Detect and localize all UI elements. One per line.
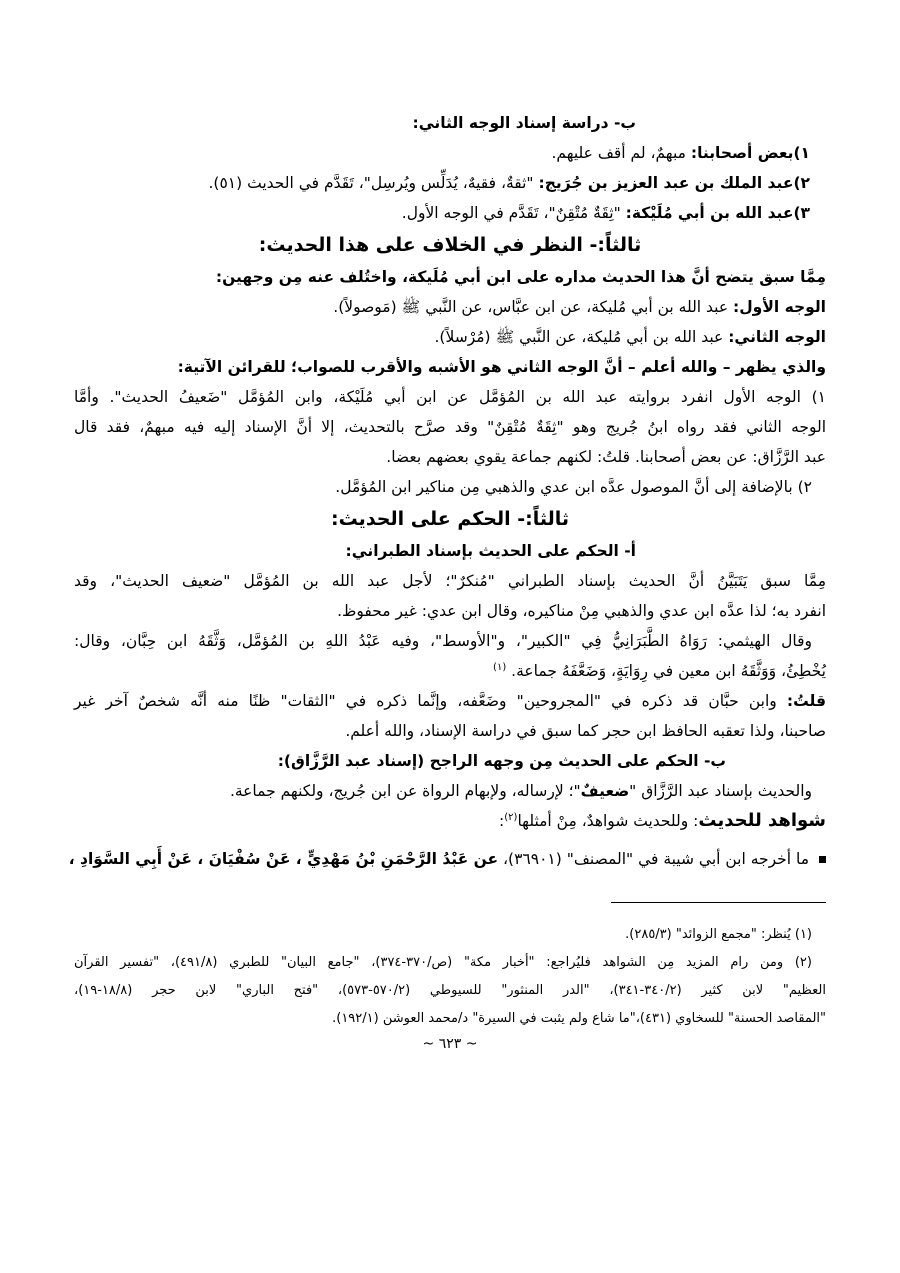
conclusion-line: والذي يظهر – والله أعلم – أنَّ الوجه الثاني هو الأشبه والأقرب للصواب؛ للقرائن الآتية: [177,358,826,376]
narrator-name: عبد الملك بن عبد العزيز بن جُرَيج: [538,174,794,192]
qultu-line-2: صاحبنا، ولذا تعقبه الحافظ ابن حجر كما سبق في دراسة الإسناد، والله أعلم. [345,722,826,740]
wajh-label: الوجه الثاني: [728,328,826,346]
qultu-text: وابن حبَّان قد ذكره في "المجروحين" وضَعَّفه، وإنَّما ذكره في "الثقات" ظنًا منه أنَّه شخصٌ آخر غير [74,692,787,710]
section-label: ثالثاً [532,508,570,530]
item-number: ١) [793,144,810,162]
qarina-1-line-1: ١) الوجه الأول انفرد بروايته عبد الله بن المُؤمَّل عن ابن أبي مُلَيْكة، وابن المُؤمَّل "ضَعيفُ الحديث". وأمَّا [74,388,826,406]
subheading-tabarani: أ- الحكم على الحديث بإسناد الطبراني: [345,542,636,560]
section-title: :- النظر في الخلاف على هذا الحديث: [258,234,605,256]
narrator-text: "ثِقَةٌ مُتْقِنٌ"، تَقَدَّم في الوجه الأول. [401,204,626,222]
wajh-label: الوجه الأول: [733,298,826,316]
wajh-second [74,322,826,352]
footnote-1: (١) يُنظر: "مجمع الزوائد" (٢٨٥/٣). [625,927,812,942]
shawahid-text: : وللحديث شواهدٌ، مِنْ أمثلها [517,812,699,830]
item-number: ٢) [793,174,810,192]
bullet-marker [819,856,826,863]
haythami-line-2 [74,656,826,686]
section-label: ثالثاً [604,234,642,256]
wajh-text: عبد الله بن أبي مُليكة، عن النَّبي ﷺ (مُرْسلاً). [434,328,729,346]
footnote-2-line-1: (٢) ومن رام المزيد مِن الشواهد فليُراجع: "أخبار مكة" (ص/٣٧٠-٣٧٤)، "جامع البيان" للطبري (٤٩١/٨)، "تفسير القرآن [74,955,812,970]
bullet-item [68,844,826,874]
narrator-item-3 [74,198,826,228]
narrator-name: عبد الله بن أبي مُلَيْكة: [625,204,794,222]
qultu-label: قلتُ: [786,692,826,710]
footnote-2-line-2: العظيم" لابن كثير (٣٤٠/٢-٣٤١)، "الدر المنثور" للسيوطي (٥٧٠/٢-٥٧٣)، "فتح الباري" لابن حجر (١٨/٨-١٩)، [74,983,826,998]
shawahid-label: شواهد للحديث [698,810,826,831]
wajh-text: عبد الله بن أبي مُليكة، عن ابن عبَّاس، عن النَّبي ﷺ (مَوصولاً). [333,298,734,316]
para-b [74,776,826,806]
para-a-line-1: مِمَّا سبق يَتَبَيَّنُ أنَّ الحديث بإسناد الطبراني "مُنكرٌ"؛ لأجل عبد الله بن المُؤمَّل "ضعيف الحديث"، وقد [74,572,826,590]
shawahid-end: : [499,812,505,830]
para-b-post: "؛ لإرساله، ولإبهام الرواة عن ابن جُريج، ولكنهم جماعة. [229,782,581,800]
bullet-bold: عن عَبْدُ الرَّحْمَنِ بْنُ مَهْدِيٍّ ، عَنْ سُفْيَانَ ، عَنْ أَبِي السَّوَادِ ، [68,850,499,868]
narrator-text: "ثقةٌ، فقيهٌ، يُدَلِّس ويُرسِل"، تَقَدَّم في الحديث (٥١). [208,174,539,192]
footnote-ref-2[interactable]: (٢) [504,811,518,823]
narrator-text: مبهمٌ، لم أقف عليهم. [551,144,691,162]
narrator-name: بعض أصحابنا: [690,144,794,162]
wajh-first [74,292,826,322]
narrator-item-1 [74,138,826,168]
haythami-text: يُخْطِئُ، وَوَثَّقَهُ ابن معين في رِوَايَةٍ، وَضَعَّفَهُ جماعة. [511,662,826,680]
qarina-2: ٢) بالإضافة إلى أنَّ الموصول عدَّه ابن عدي والذهبي مِن مناكير ابن المُؤمَّل. [335,478,812,496]
footnote-2-line-3: "المقاصد الحسنة" للسخاوي (٤٣١)،"ما شاع ولم يثبت في السيرة" د/محمد العوشن (١٩٢/١). [332,1011,826,1026]
qarina-1-line-3: عبد الرَّزَّاق: عن بعض أصحابنا. قلتُ: لكنهم جماعة يقوي بعضهم بعضا. [386,448,826,466]
intro-paragraph: مِمَّا سبق يتضح أنَّ هذا الحديث مداره على ابن أبي مُلَيكة، واختُلف عنه مِن وجهين: [215,268,826,286]
shawahid-line [74,806,826,836]
haythami-line-1: وقال الهيثمي: رَوَاهُ الطَّبَرَانِيُّ فِي "الكبير"، و"الأوسط"، وفيه عَبْدُ اللهِ بن المُؤمَّل، وَثَّقَهُ ابن حِبَّان، وقال: [74,632,812,650]
para-b-bold: ضعيفٌ [580,782,630,800]
para-a-line-2: انفرد به؛ لذا عدَّه ابن عدي والذهبي مِنْ مناكيره، وقال ابن عدي: غير محفوظ. [337,602,826,620]
item-number: ٣) [793,204,810,222]
section-heading-khilaf [74,228,826,262]
footnote-separator [611,902,826,903]
subheading-isnad-second: ب- دراسة إسناد الوجه الثاني: [412,114,636,132]
para-b-pre: والحديث بإسناد عبد الرَّزَّاق " [629,782,812,800]
section-heading-hukm [74,502,826,536]
bullet-plain: ما أخرجه ابن أبي شيبة في "المصنف" (٣٦٩٠١)، [498,850,809,868]
qarina-1-line-2: الوجه الثاني فقد رواه ابنُ جُريج وهو "ثِقَةٌ مُتْقِنٌ" وقد صرَّح بالتحديث، إلا أنَّ الإسناد إليه فيه مبهمٌ، فقد قال [74,418,826,436]
qultu-line-1 [74,686,826,716]
subheading-raajih: ب- الحكم على الحديث مِن وجهه الراجح (إسناد عبد الرَّزَّاق): [277,752,726,770]
page-number: ~ ٦٢٣ ~ [422,1036,478,1052]
document-page [68,108,826,1055]
section-title: :- الحكم على الحديث: [330,508,533,530]
footnote-ref-1[interactable]: (١) [493,661,507,673]
narrator-item-2 [74,168,826,198]
